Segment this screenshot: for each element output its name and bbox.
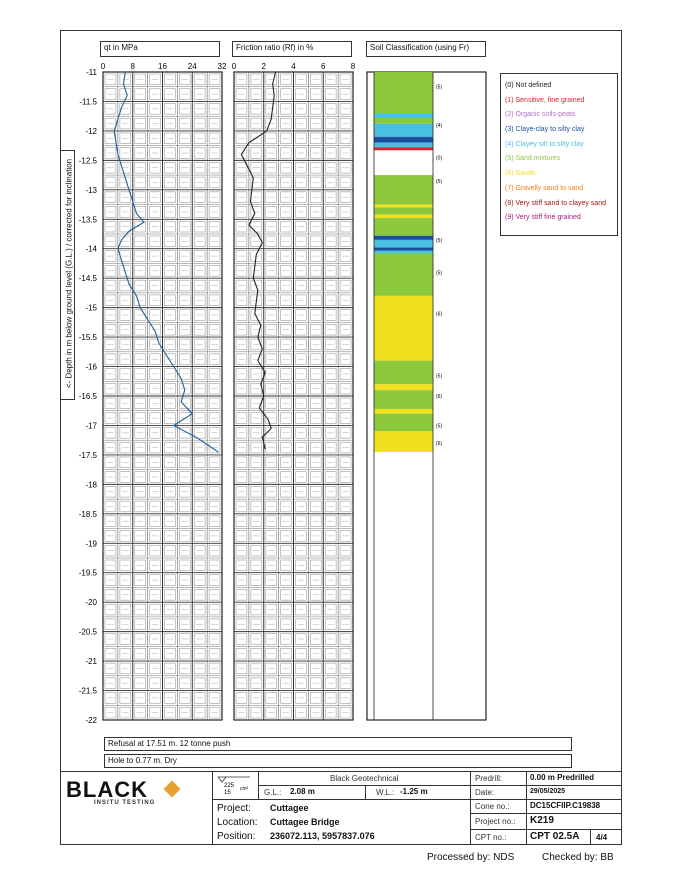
soil-layer (374, 409, 433, 414)
right-row-line-1 (470, 785, 622, 786)
soil-layer (374, 384, 433, 390)
soil-layer (374, 218, 433, 236)
depth-tick-label: -20.5 (78, 627, 97, 637)
right-row-line-2 (470, 799, 622, 800)
projno-value: K219 (530, 815, 554, 826)
depth-tick-label: -12 (85, 126, 97, 136)
legend-item: (5) Sand mixtures (505, 155, 561, 163)
soil-layer (374, 113, 433, 118)
footer-divider-1 (212, 771, 213, 845)
depth-tick-label: -14.5 (78, 274, 97, 284)
soil-layer (374, 240, 433, 248)
legend-item: (7) Gravelly sand to sand (505, 184, 584, 192)
soil-layer (374, 390, 433, 409)
predrill-label: Predrill: (475, 774, 503, 783)
soil-layer (374, 361, 433, 385)
soil-layer (374, 150, 433, 175)
soil-marker: (6) (436, 394, 443, 400)
page-divider (590, 829, 591, 845)
right-col-divider (526, 771, 527, 845)
soil-marker: (5) (436, 373, 443, 380)
y-axis-label: <- Depth in m below ground level (G.L.) / corrected for inclination (64, 158, 74, 389)
depth-tick-label: -19 (85, 539, 97, 549)
soil-legend (500, 73, 618, 236)
legend-item: (6) Sands (505, 170, 536, 178)
soil-layer (374, 175, 433, 204)
soil-layer (374, 250, 433, 253)
rf-tick-label: 8 (350, 62, 356, 71)
legend-item: (2) Organic soils-peats (505, 111, 576, 119)
projno-label: Project no.: (475, 817, 516, 826)
rf-tick-label: 2 (261, 62, 266, 71)
checked-by: Checked by: BB (542, 852, 614, 863)
project-value: Cuttagee (270, 803, 309, 813)
depth-tick-label: -13 (85, 185, 97, 195)
cone-value: DC15CFIIP.C19838 (530, 801, 601, 810)
footer-divider-3 (470, 771, 471, 845)
rf-series-line (241, 72, 275, 449)
rf-tick-label: 0 (231, 62, 237, 71)
project-label: Project: (217, 803, 251, 814)
qt-tick-label: 0 (100, 62, 106, 71)
depth-tick-label: -21 (85, 657, 97, 667)
soil-layer (374, 248, 433, 251)
gl-label: G.L.: (264, 788, 282, 797)
legend-item: (8) Very stiff sand to clayey sand (505, 199, 607, 207)
wl-value: -1.25 m (400, 787, 428, 796)
qt-tick-label: 16 (158, 62, 167, 71)
position-value: 236072.113, 5957837.076 (270, 831, 375, 841)
soil-layer (374, 207, 433, 214)
rf-tick-label: 4 (291, 62, 296, 71)
legend-item: (3) Claye-clay to silty clay (505, 126, 585, 134)
page-number: 4/4 (596, 833, 608, 842)
depth-tick-label: -12.5 (78, 156, 97, 166)
depth-tick-label: -15 (85, 303, 97, 313)
location-value: Cuttagee Bridge (270, 817, 340, 827)
soil-layer (374, 143, 433, 148)
depth-tick-label: -21.5 (78, 686, 97, 696)
depth-tick-label: -17 (85, 421, 97, 431)
soil-layer (374, 215, 433, 219)
footer-divider-6 (365, 785, 366, 799)
depth-tick-label: -14 (85, 244, 97, 254)
soil-layer (374, 296, 433, 361)
cone-icon-text-2: 15 (224, 790, 231, 796)
legend-item: (4) Clayey silt to silty clay (505, 140, 584, 148)
wl-label: W.L.: (376, 788, 395, 797)
logo-sub: INSITU TESTING (94, 800, 156, 806)
position-label: Position: (217, 831, 256, 842)
right-row-line-4 (470, 829, 622, 830)
date-value: 29/05/2025 (530, 788, 566, 795)
logo-diamond-icon (164, 781, 181, 798)
qt-tick-label: 24 (187, 62, 197, 71)
soil-marker: (6) (436, 311, 443, 318)
soil-marker: (5) (436, 178, 443, 185)
soil-layer (374, 147, 433, 150)
soil-layer (374, 414, 433, 432)
legend-item: (0) Not defined (505, 82, 552, 89)
depth-tick-label: -20 (85, 598, 97, 608)
soil-marker: (4) (436, 123, 443, 130)
cone-icon (216, 774, 254, 796)
qt-tick-label: 8 (130, 62, 135, 71)
hole-note: Hole to 0.77 m. Dry (104, 754, 572, 768)
predrill-value: 0.00 m Predrilled (530, 773, 595, 782)
gl-value: 2.08 m (290, 787, 315, 796)
soil-marker: (0) (436, 155, 443, 162)
soil-marker: (5) (436, 423, 443, 430)
footer-divider-5 (258, 785, 470, 786)
refusal-note: Refusal at 17.51 m. 12 tonne push (104, 737, 572, 751)
company-logo (64, 777, 206, 807)
company-name: Black Geotechnical (330, 774, 399, 783)
depth-tick-label: -13.5 (78, 215, 97, 225)
location-label: Location: (217, 817, 258, 828)
right-row-line-3 (470, 813, 622, 814)
cpt-label: CPT no.: (475, 833, 507, 842)
rf-tick-label: 6 (321, 62, 326, 71)
soil-layer (374, 431, 433, 452)
soil-panel-title: Soil Classification (using Fr) (366, 41, 486, 57)
date-label: Date: (475, 788, 495, 797)
soil-layer (374, 137, 433, 143)
soil-layer (374, 253, 433, 295)
depth-tick-label: -16 (85, 362, 97, 372)
depth-tick-label: -22 (85, 716, 97, 725)
cone-label: Cone no.: (475, 802, 510, 811)
footer-divider-2 (212, 799, 470, 800)
logo-main: BLACK (66, 777, 148, 802)
soil-layer (374, 205, 433, 208)
cone-shape-icon (216, 774, 254, 796)
legend-list (505, 79, 613, 226)
qt-tick-label: 32 (217, 62, 227, 71)
soil-layer (374, 124, 433, 137)
soil-layer (374, 72, 433, 113)
rf-panel-title: Friction ratio (Rf) in % (232, 41, 352, 57)
depth-tick-label: -18.5 (78, 509, 97, 519)
soil-marker: (6) (436, 441, 443, 448)
cone-icon-text-1: 225 (224, 783, 235, 789)
soil-marker: (5) (436, 84, 443, 91)
legend-item: (9) Very stiff fine grained (505, 214, 581, 222)
depth-tick-label: -15.5 (78, 333, 97, 343)
legend-item: (1) Sensitive, fine grained (505, 96, 585, 104)
depth-tick-label: -18 (85, 480, 97, 490)
depth-tick-label: -11.5 (79, 97, 97, 107)
depth-tick-label: -11 (86, 68, 97, 77)
soil-layer (374, 118, 433, 124)
depth-tick-label: -17.5 (78, 450, 97, 460)
depth-tick-label: -16.5 (78, 392, 97, 401)
soil-marker: (5) (436, 270, 443, 277)
cpt-value: CPT 02.5A (530, 831, 580, 842)
cone-icon-text-3: cm² (240, 786, 249, 792)
processed-by: Processed by: NDS (427, 852, 515, 863)
soil-layer (374, 236, 433, 240)
soil-marker: (5) (436, 237, 443, 244)
depth-tick-label: -19.5 (78, 568, 97, 578)
qt-panel-title: qt in MPa (100, 41, 220, 57)
